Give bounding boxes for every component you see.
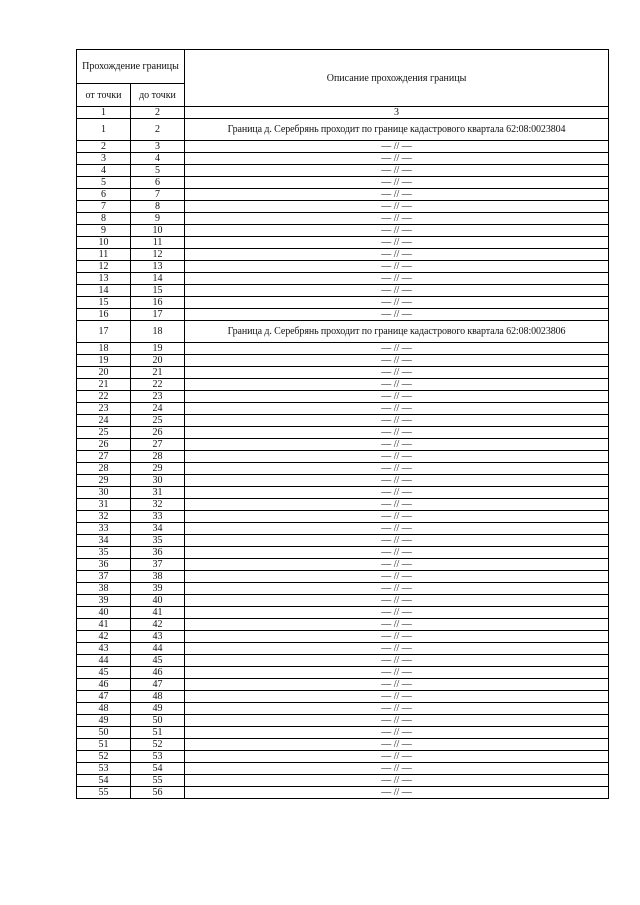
description-cell: — // — [185,655,609,667]
from-point-cell: 16 [77,309,131,321]
to-point-cell: 36 [131,547,185,559]
table-row [77,655,609,667]
table-row [77,237,609,249]
table-row [77,451,609,463]
table-row [77,763,609,775]
description-cell: — // — [185,141,609,153]
to-point-cell: 35 [131,535,185,547]
to-point-cell: 2 [131,119,185,141]
table-row [77,571,609,583]
from-point-cell: 49 [77,715,131,727]
description-cell: — // — [185,153,609,165]
description-cell: — // — [185,249,609,261]
table-row [77,439,609,451]
description-cell: — // — [185,607,609,619]
from-point-cell: 53 [77,763,131,775]
table-row [77,285,609,297]
table-row [77,547,609,559]
column-number-row [77,107,609,119]
table-row [77,463,609,475]
to-point-cell: 29 [131,463,185,475]
table-row [77,751,609,763]
to-point-cell: 37 [131,559,185,571]
to-point-cell: 28 [131,451,185,463]
description-header: Описание прохождения границы [185,50,609,107]
from-point-cell: 39 [77,595,131,607]
description-cell: — // — [185,499,609,511]
description-cell: — // — [185,451,609,463]
from-point-cell: 20 [77,367,131,379]
from-point-cell: 12 [77,261,131,273]
description-cell: — // — [185,523,609,535]
from-point-cell: 41 [77,619,131,631]
to-point-cell: 34 [131,523,185,535]
to-point-cell: 31 [131,487,185,499]
from-point-cell: 19 [77,355,131,367]
table-row [77,415,609,427]
from-point-cell: 35 [77,547,131,559]
table-row [77,739,609,751]
from-point-cell: 29 [77,475,131,487]
from-point-header: от точки [77,84,131,107]
from-point-cell: 11 [77,249,131,261]
from-point-cell: 34 [77,535,131,547]
description-cell: — // — [185,273,609,285]
table-row [77,607,609,619]
to-point-cell: 20 [131,355,185,367]
to-point-cell: 17 [131,309,185,321]
boundary-table [76,49,609,799]
from-point-cell: 47 [77,691,131,703]
to-point-cell: 27 [131,439,185,451]
description-cell: — // — [185,547,609,559]
description-cell: — // — [185,261,609,273]
table-row [77,321,609,343]
from-point-cell: 40 [77,607,131,619]
description-cell: — // — [185,583,609,595]
table-row [77,499,609,511]
to-point-cell: 25 [131,415,185,427]
to-point-cell: 43 [131,631,185,643]
from-point-cell: 23 [77,403,131,415]
from-point-cell: 14 [77,285,131,297]
to-point-cell: 10 [131,225,185,237]
from-point-cell: 17 [77,321,131,343]
description-cell: — // — [185,213,609,225]
table-row [77,487,609,499]
description-cell: Граница д. Серебрянь проходит по границе кадастрового квартала 62:08:0023804 [185,119,609,141]
description-cell: Граница д. Серебрянь проходит по границе кадастрового квартала 62:08:0023806 [185,321,609,343]
table-row [77,391,609,403]
to-point-cell: 16 [131,297,185,309]
from-point-cell: 31 [77,499,131,511]
table-row [77,427,609,439]
to-point-cell: 45 [131,655,185,667]
from-point-cell: 44 [77,655,131,667]
table-row [77,643,609,655]
description-cell: — // — [185,559,609,571]
description-cell: — // — [185,703,609,715]
table-row [77,475,609,487]
table-row [77,261,609,273]
to-point-cell: 55 [131,775,185,787]
to-point-cell: 56 [131,787,185,799]
to-point-cell: 15 [131,285,185,297]
table-row [77,189,609,201]
from-point-cell: 52 [77,751,131,763]
to-point-cell: 4 [131,153,185,165]
table-row [77,201,609,213]
from-point-cell: 27 [77,451,131,463]
from-point-cell: 45 [77,667,131,679]
table-row [77,559,609,571]
description-cell: — // — [185,511,609,523]
from-point-cell: 4 [77,165,131,177]
description-cell: — // — [185,177,609,189]
description-cell: — // — [185,415,609,427]
from-point-cell: 38 [77,583,131,595]
table-row [77,691,609,703]
to-point-cell: 30 [131,475,185,487]
description-cell: — // — [185,643,609,655]
description-cell: — // — [185,775,609,787]
to-point-cell: 33 [131,511,185,523]
from-point-cell: 2 [77,141,131,153]
column-number: 2 [131,107,185,119]
description-cell: — // — [185,403,609,415]
description-cell: — // — [185,787,609,799]
to-point-cell: 26 [131,427,185,439]
from-point-cell: 36 [77,559,131,571]
table-row [77,153,609,165]
from-point-cell: 37 [77,571,131,583]
table-row [77,225,609,237]
table-row [77,249,609,261]
description-cell: — // — [185,667,609,679]
from-point-cell: 30 [77,487,131,499]
description-cell: — // — [185,237,609,249]
table-row [77,775,609,787]
to-point-cell: 51 [131,727,185,739]
description-cell: — // — [185,727,609,739]
table-row [77,403,609,415]
description-cell: — // — [185,285,609,297]
to-point-cell: 13 [131,261,185,273]
to-point-cell: 32 [131,499,185,511]
from-point-cell: 15 [77,297,131,309]
description-cell: — // — [185,391,609,403]
to-point-cell: 24 [131,403,185,415]
to-point-cell: 47 [131,679,185,691]
table-row [77,511,609,523]
table-row [77,213,609,225]
from-point-cell: 5 [77,177,131,189]
to-point-header: до точки [131,84,185,107]
table-row [77,355,609,367]
table-row [77,273,609,285]
from-point-cell: 22 [77,391,131,403]
from-point-cell: 8 [77,213,131,225]
description-cell: — // — [185,309,609,321]
column-number: 3 [185,107,609,119]
from-point-cell: 51 [77,739,131,751]
from-point-cell: 7 [77,201,131,213]
from-point-cell: 10 [77,237,131,249]
description-cell: — // — [185,379,609,391]
from-point-cell: 54 [77,775,131,787]
from-point-cell: 50 [77,727,131,739]
to-point-cell: 40 [131,595,185,607]
from-point-cell: 6 [77,189,131,201]
from-point-cell: 55 [77,787,131,799]
description-cell: — // — [185,751,609,763]
table-row [77,631,609,643]
from-point-cell: 24 [77,415,131,427]
table-row [77,679,609,691]
table-row [77,523,609,535]
to-point-cell: 54 [131,763,185,775]
to-point-cell: 22 [131,379,185,391]
description-cell: — // — [185,679,609,691]
to-point-cell: 8 [131,201,185,213]
table-row [77,535,609,547]
from-point-cell: 18 [77,343,131,355]
description-cell: — // — [185,487,609,499]
from-point-cell: 32 [77,511,131,523]
to-point-cell: 3 [131,141,185,153]
to-point-cell: 6 [131,177,185,189]
to-point-cell: 42 [131,619,185,631]
to-point-cell: 5 [131,165,185,177]
to-point-cell: 53 [131,751,185,763]
description-cell: — // — [185,367,609,379]
table-row [77,119,609,141]
to-point-cell: 14 [131,273,185,285]
table-row [77,667,609,679]
table-row [77,727,609,739]
description-cell: — // — [185,463,609,475]
table-row [77,309,609,321]
description-cell: — // — [185,631,609,643]
description-cell: — // — [185,535,609,547]
table-row [77,703,609,715]
description-cell: — // — [185,691,609,703]
from-point-cell: 9 [77,225,131,237]
table-row [77,379,609,391]
to-point-cell: 52 [131,739,185,751]
to-point-cell: 11 [131,237,185,249]
table-row [77,297,609,309]
description-cell: — // — [185,189,609,201]
to-point-cell: 44 [131,643,185,655]
to-point-cell: 23 [131,391,185,403]
from-point-cell: 46 [77,679,131,691]
table-row [77,141,609,153]
description-cell: — // — [185,595,609,607]
description-cell: — // — [185,343,609,355]
description-cell: — // — [185,439,609,451]
from-point-cell: 43 [77,643,131,655]
from-point-cell: 48 [77,703,131,715]
description-cell: — // — [185,475,609,487]
to-point-cell: 50 [131,715,185,727]
to-point-cell: 12 [131,249,185,261]
table-row [77,595,609,607]
to-point-cell: 7 [131,189,185,201]
from-point-cell: 1 [77,119,131,141]
header-row [77,50,609,84]
to-point-cell: 46 [131,667,185,679]
table-row [77,715,609,727]
to-point-cell: 38 [131,571,185,583]
table-row [77,165,609,177]
table-row [77,619,609,631]
to-point-cell: 49 [131,703,185,715]
description-cell: — // — [185,715,609,727]
to-point-cell: 9 [131,213,185,225]
description-cell: — // — [185,201,609,213]
from-point-cell: 21 [77,379,131,391]
table-row [77,367,609,379]
table-row [77,343,609,355]
table-row [77,583,609,595]
description-cell: — // — [185,763,609,775]
from-point-cell: 28 [77,463,131,475]
table-row [77,177,609,189]
description-cell: — // — [185,571,609,583]
description-cell: — // — [185,739,609,751]
table-row [77,787,609,799]
description-cell: — // — [185,297,609,309]
from-point-cell: 13 [77,273,131,285]
to-point-cell: 48 [131,691,185,703]
from-point-cell: 26 [77,439,131,451]
description-cell: — // — [185,619,609,631]
column-number: 1 [77,107,131,119]
to-point-cell: 18 [131,321,185,343]
to-point-cell: 19 [131,343,185,355]
description-cell: — // — [185,427,609,439]
description-cell: — // — [185,165,609,177]
description-cell: — // — [185,225,609,237]
from-point-cell: 33 [77,523,131,535]
passage-header: Прохождение границы [77,50,185,84]
from-point-cell: 25 [77,427,131,439]
to-point-cell: 39 [131,583,185,595]
from-point-cell: 42 [77,631,131,643]
to-point-cell: 21 [131,367,185,379]
description-cell: — // — [185,355,609,367]
to-point-cell: 41 [131,607,185,619]
from-point-cell: 3 [77,153,131,165]
